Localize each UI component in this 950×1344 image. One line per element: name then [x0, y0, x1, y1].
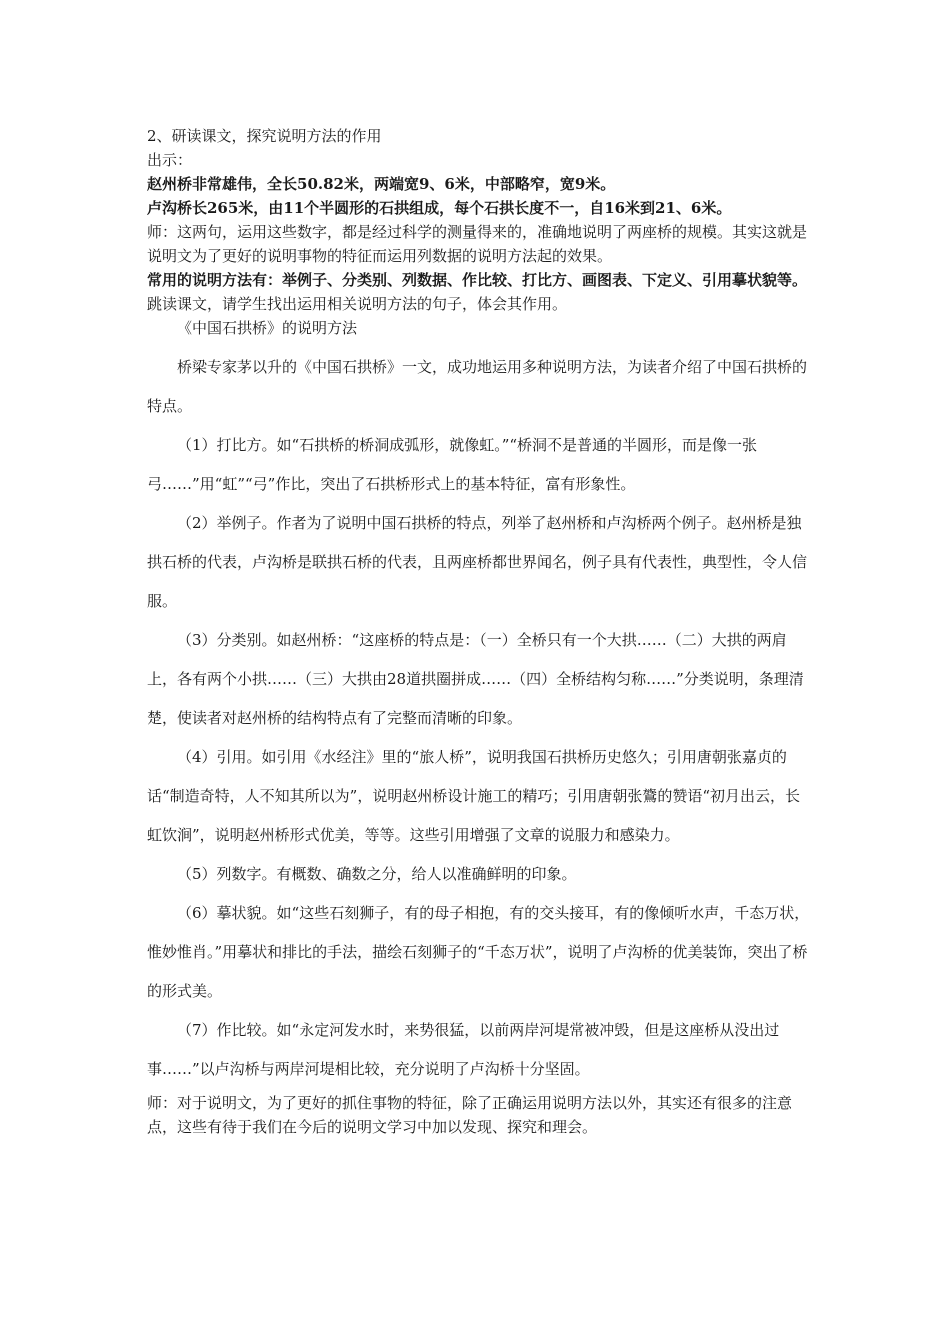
bold-line-zhaozhou: 赵州桥非常雄伟，全长50.82米，两端宽9、6米，中部略窄，宽9米。 [147, 175, 616, 193]
essay-title: 《中国石拱桥》的说明方法 [177, 319, 358, 337]
task-line: 跳读课文，请学生找出运用相关说明方法的句子，体会其作用。 [147, 295, 568, 313]
essay-paragraph-intro: 桥梁专家茅以升的《中国石拱桥》一文，成功地运用多种说明方法，为读者介绍了中国石拱桥的特点。 [147, 358, 808, 415]
essay-paragraph-3: （3）分类别。如赵州桥：“这座桥的特点是：（一）全桥只有一个大拱……（二）大拱的两肩上，各有两个小拱……（三）大拱由28道拱圈拼成……（四）全桥结构匀称……”分类说明，条理清楚，使读者对赵州桥的结构特点有了完整而清晰的印象。 [147, 631, 804, 727]
show-label: 出示： [147, 151, 193, 169]
teacher-note-1: 师：这两句，运用这些数字，都是经过科学的测量得来的，准确地说明了两座桥的规模。其实这就是说明文为了更好的说明事物的特征而运用列数据的说明方法起的效果。 [147, 223, 808, 265]
essay-paragraph-4: （4）引用。如引用《水经注》里的“旅人桥”，说明我国石拱桥历史悠久；引用唐朝张嘉贞的话“制造奇特，人不知其所以为”，说明赵州桥设计施工的精巧；引用唐朝张鷟的赞语“初月出云，长虹饮涧”，说明赵州桥形式优美，等等。这些引用增强了文章的说服力和感染力。 [147, 748, 801, 844]
essay-paragraph-1: （1）打比方。如“石拱桥的桥洞成弧形，就像虹。”“桥洞不是普通的半圆形，而是像一张弓……”用“虹”“弓”作比，突出了石拱桥形式上的基本特征，富有形象性。 [147, 436, 758, 493]
essay-paragraph-2: （2）举例子。作者为了说明中国石拱桥的特点，列举了赵州桥和卢沟桥两个例子。赵州桥是独拱石桥的代表，卢沟桥是联拱石桥的代表，且两座桥都世界闻名，例子具有代表性，典型性，令人信服。 [147, 514, 808, 610]
essay-body [147, 348, 812, 1089]
essay-paragraph-5: （5）列数字。有概数、确数之分，给人以准确鲜明的印象。 [177, 865, 577, 883]
document-page [147, 124, 812, 1139]
section-heading: 2、研读课文，探究说明方法的作用 [147, 127, 382, 145]
essay-paragraph-7: （7）作比较。如“永定河发水时，来势很猛，以前两岸河堤常被冲毁，但是这座桥从没出过事……”以卢沟桥与两岸河堤相比较，充分说明了卢沟桥十分坚固。 [147, 1021, 780, 1078]
essay-paragraph-6: （6）摹状貌。如“这些石刻狮子，有的母子相抱，有的交头接耳，有的像倾听水声，千态万状，惟妙惟肖。”用摹状和排比的手法，描绘石刻狮子的“千态万状”，说明了卢沟桥的优美装饰，突出了桥的形式美。 [147, 904, 810, 1000]
methods-line: 常用的说明方法有：举例子、分类别、列数据、作比较、打比方、画图表、下定义、引用摹状貌等。 [147, 271, 808, 289]
bold-line-lugou: 卢沟桥长265米，由11个半圆形的石拱组成，每个石拱长度不一，自16米到21、6米。 [147, 199, 732, 217]
teacher-note-2: 师：对于说明文，为了更好的抓住事物的特征，除了正确运用说明方法以外，其实还有很多的注意点，这些有待于我们在今后的说明文学习中加以发现、探究和理会。 [147, 1094, 793, 1136]
